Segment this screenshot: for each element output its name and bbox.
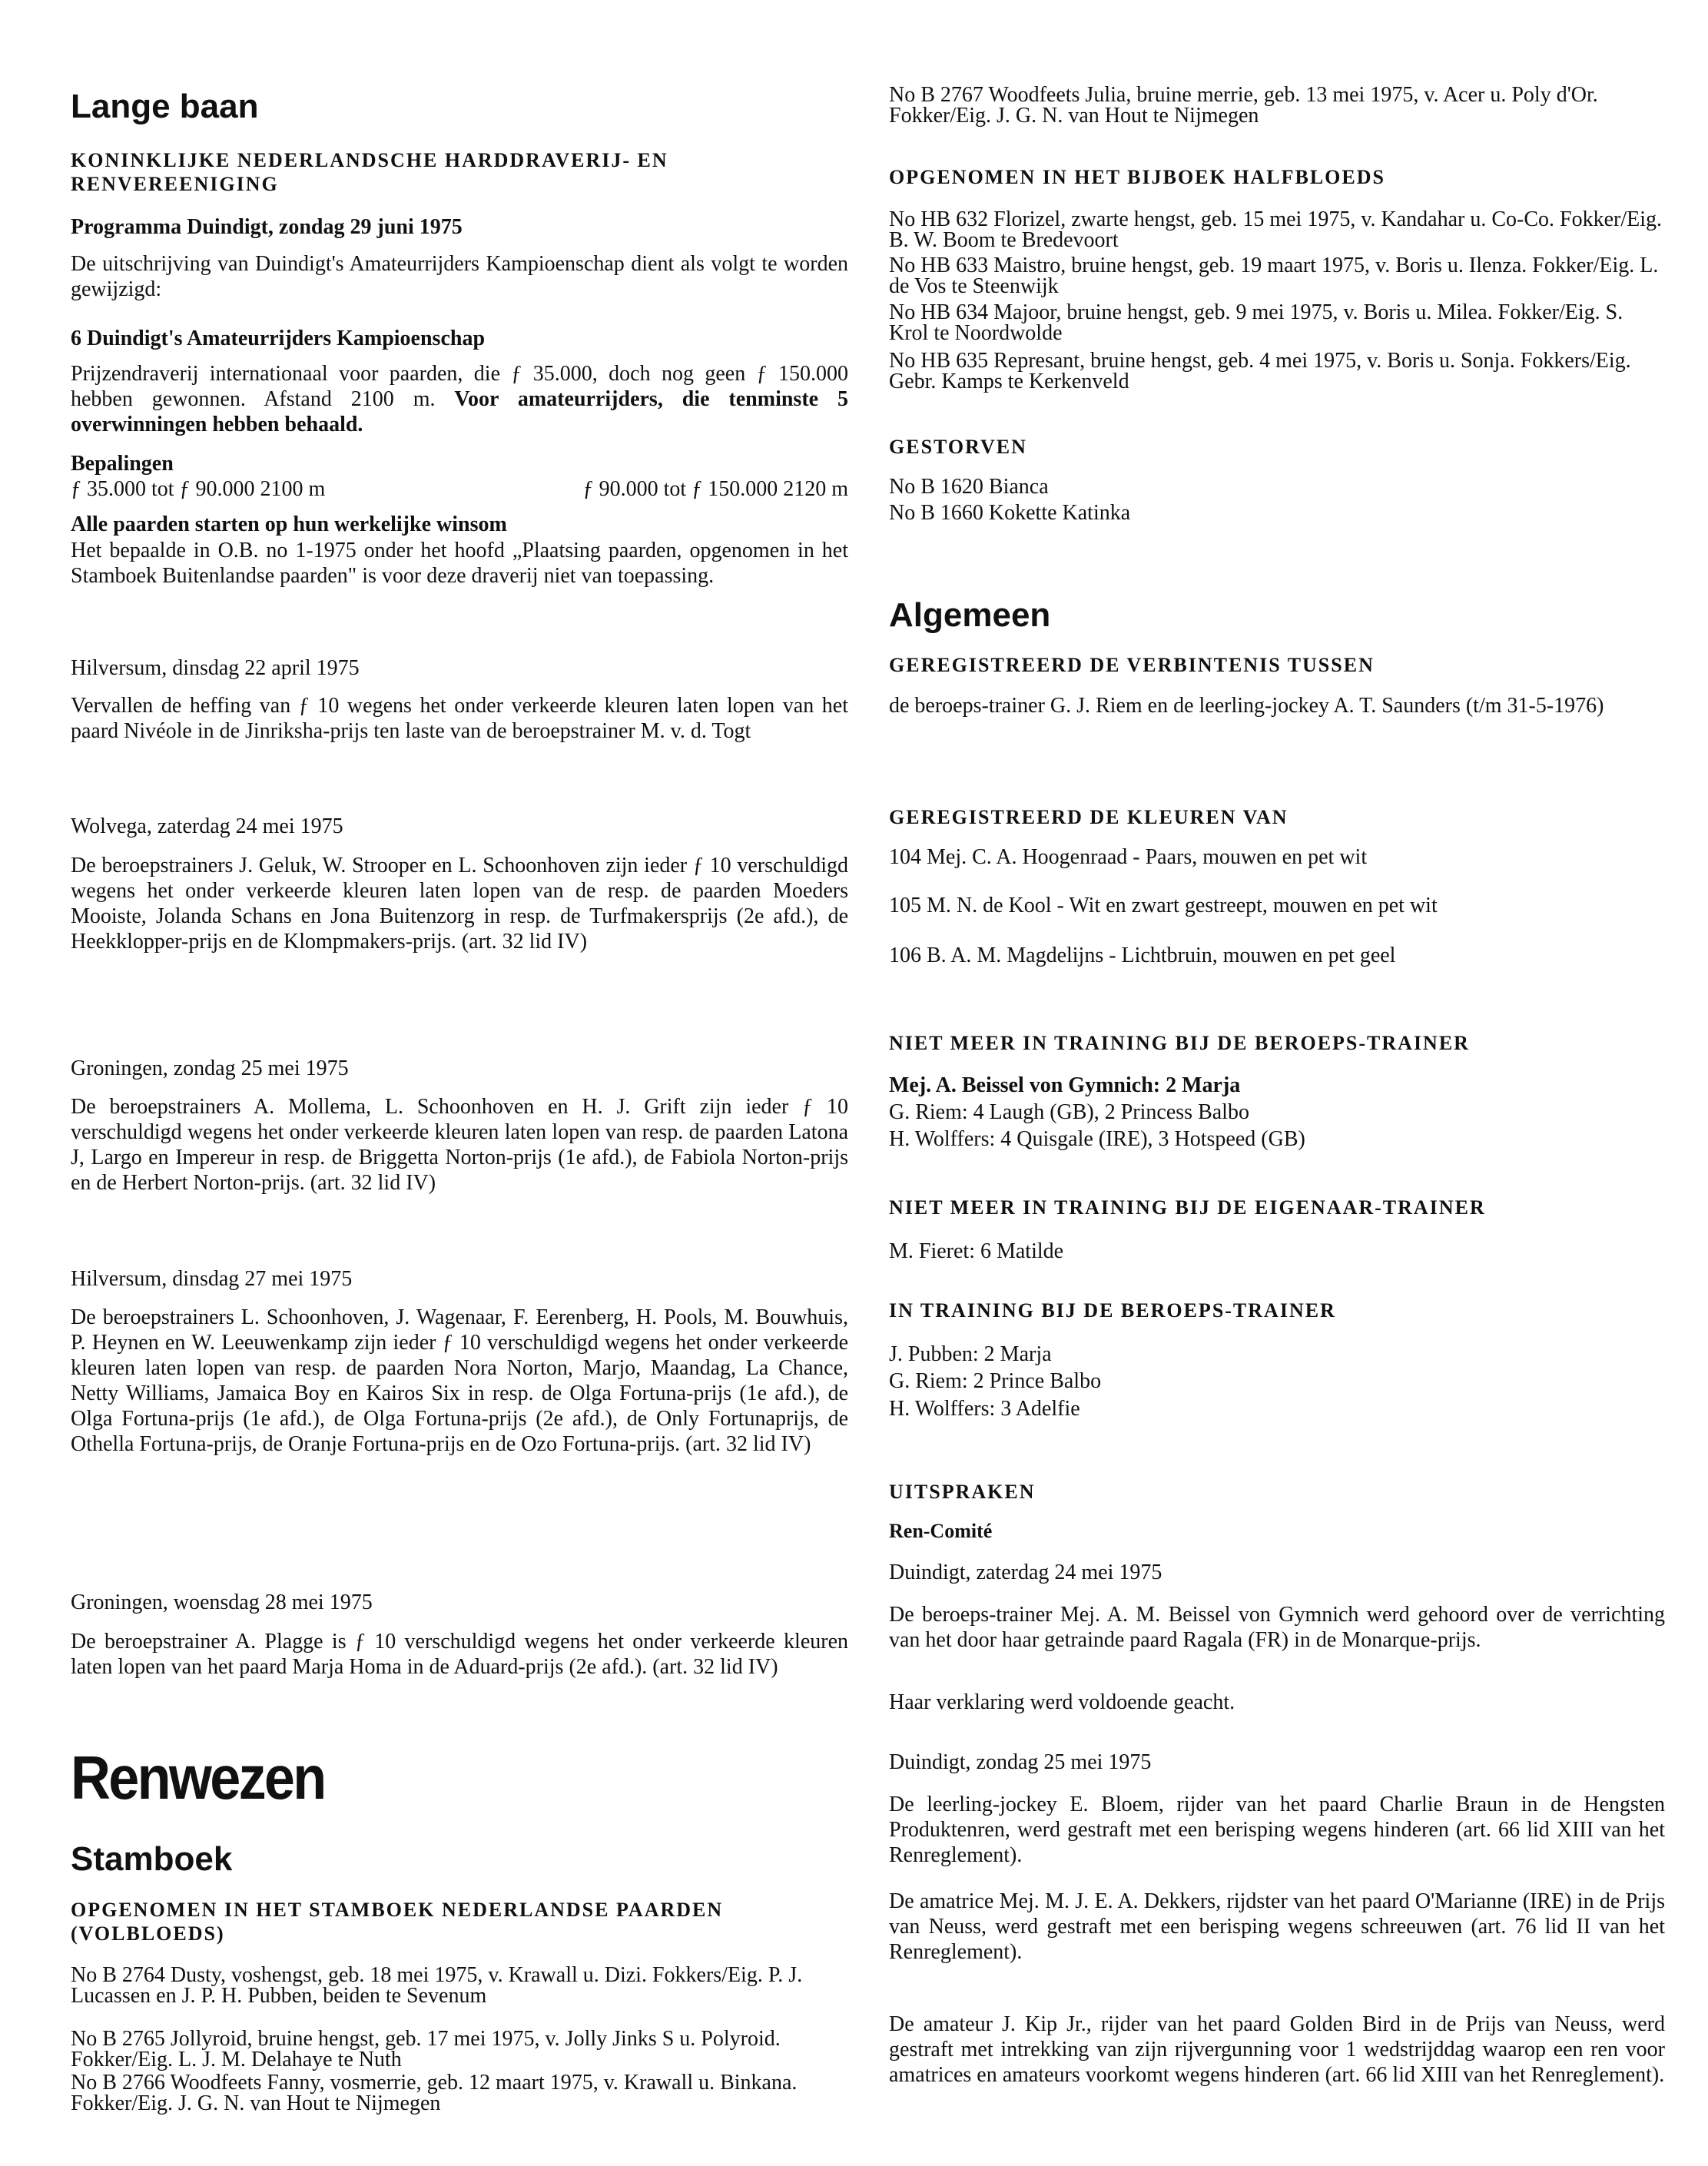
kleuren-106: 106 B. A. M. Magdelijns - Lichtbruin, mouwen en pet geel xyxy=(889,944,1396,967)
wolvega-date: Wolvega, zaterdag 24 mei 1975 xyxy=(71,814,343,838)
kleuren-104: 104 Mej. C. A. Hoogenraad - Paars, mouwen en pet wit xyxy=(889,845,1368,869)
bijboek-title: OPGENOMEN IN HET BIJBOEK HALFBLOEDS xyxy=(889,166,1385,188)
in-training-1: J. Pubben: 2 Marja xyxy=(889,1342,1052,1366)
ren-comite: Ren-Comité xyxy=(889,1520,993,1542)
kleuren-105: 105 M. N. de Kool - Wit en zwart gestreept, mouwen en pet wit xyxy=(889,894,1438,917)
duindigt-2-p1: De leerling-jockey E. Bloem, rijder van het paard Charlie Braun in de Hengsten Produktenren, werd gestraft met een berisping wegens hinderen (art. 66 lid XIII van het Renreglement). xyxy=(889,1793,1665,1867)
race-text-b: Voor amateurrijders, die tenminste 5 overwinningen hebben behaald. xyxy=(71,387,848,436)
org-name: KONINKLIJKE NEDERLANDSCHE HARDDRAVERIJ- EN RENVEREENIGING xyxy=(71,149,668,195)
programma-title: Programma Duindigt, zondag 29 juni 1975 xyxy=(71,215,463,239)
bepalingen-left: ƒ 35.000 tot ƒ 90.000 2100 m xyxy=(71,477,326,501)
duindigt-1-date: Duindigt, zaterdag 24 mei 1975 xyxy=(889,1561,1162,1584)
entry-b2764: No B 2764 Dusty, voshengst, geb. 18 mei 1975, v. Krawall u. Dizi. Fokkers/Eig. P. J. Lucassen en J. P. H. Pubben, beiden te Sevenum xyxy=(71,1963,803,2008)
niet-meer-beroeps-title: NIET MEER IN TRAINING BIJ DE BEROEPS-TRAINER xyxy=(889,1032,1470,1054)
niet-meer-beroeps-1: Mej. A. Beissel von Gymnich: 2 Marja xyxy=(889,1073,1241,1097)
groningen-1-date: Groningen, zondag 25 mei 1975 xyxy=(71,1056,349,1080)
hilversum-2-text: De beroepstrainers L. Schoonhoven, J. Wagenaar, F. Eerenberg, H. Pools, M. Bouwhuis, P. Heynen en W. Leeuwenkamp zijn ieder ƒ 10 verschuldigd wegens het onder verkeerde kleuren laten lopen van resp. de paarden Nora Norton, Marjo, Maandag, La Chance, Netty Williams, Jamaica Boy en Kairos Six in resp. de Olga Fortuna-prijs (1e afd.), de Olga Fortuna-prijs (1e afd.), de Olga Fortuna-prijs (2e afd.), de Only Fortunaprijs, de Othella Fortuna-prijs, de Oranje Fortuna-prijs en de Ozo Fortuna-prijs. (art. 32 lid IV) xyxy=(71,1305,848,1456)
wolvega-text: De beroepstrainers J. Geluk, W. Strooper en L. Schoonhoven zijn ieder ƒ 10 verschuldigd wegens het onder verkeerde kleuren laten lopen van de resp. de paarden Moeders Mooiste, Jolanda Schans en Jona Buitenzorg in resp. de Turfmakersprijs (2e afd.), de Heekklopper-prijs en de Klompmakers-prijs. (art. 32 lid IV) xyxy=(71,854,848,954)
niet-meer-eigenaar-title: NIET MEER IN TRAINING BIJ DE EIGENAAR-TRAINER xyxy=(889,1196,1486,1219)
race-conditions xyxy=(71,361,848,437)
heading-renwezen: Renwezen xyxy=(71,1743,325,1812)
heading-algemeen: Algemeen xyxy=(889,596,1051,634)
groningen-2-text: De beroepstrainer A. Plagge is ƒ 10 verschuldigd wegens het onder verkeerde kleuren laten lopen van het paard Marja Homa in de Aduard-prijs (2e afd.). (art. 32 lid IV) xyxy=(71,1630,848,1679)
hilversum-2-date: Hilversum, dinsdag 27 mei 1975 xyxy=(71,1267,353,1291)
ob-text: Het bepaalde in O.B. no 1-1975 onder het hoofd „Plaatsing paarden, opgenomen in het Stamboek Buitenlandse paarden" is voor deze draverij niet van toepassing. xyxy=(71,539,848,588)
bepalingen-label: Bepalingen xyxy=(71,452,174,476)
in-training-3: H. Wolffers: 3 Adelfie xyxy=(889,1397,1080,1421)
race-text-a: Prijzendraverij internationaal voor paarden, die ƒ 35.000, doch nog geen ƒ 150.000 hebben gewonnen. Afstand 2100 m. xyxy=(71,362,848,411)
entry-b2766: No B 2766 Woodfeets Fanny, vosmerrie, geb. 12 maart 1975, v. Krawall u. Binkana. Fokker/Eig. J. G. N. van Hout te Nijmegen xyxy=(71,2071,798,2115)
duindigt-2-p2: De amatrice Mej. M. J. E. A. Dekkers, rijdster van het paard O'Marianne (IRE) in de Prijs van Neuss, werd gestraft met een berisping wegens schreeuwen (art. 76 lid II van het Renreglement). xyxy=(889,1889,1665,1964)
heading-lange-baan: Lange baan xyxy=(71,88,259,125)
duindigt-2-date: Duindigt, zondag 25 mei 1975 xyxy=(889,1750,1152,1774)
entry-b2765: No B 2765 Jollyroid, bruine hengst, geb. 17 mei 1975, v. Jolly Jinks S u. Polyroid. Fokker/Eig. L. J. M. Delahaye te Nuth xyxy=(71,2027,781,2071)
duindigt-1-verdict: Haar verklaring werd voldoende geacht. xyxy=(889,1690,1235,1714)
gestorven-title: GESTORVEN xyxy=(889,436,1027,458)
in-training-title: IN TRAINING BIJ DE BEROEPS-TRAINER xyxy=(889,1299,1336,1322)
race-title: 6 Duindigt's Amateurrijders Kampioenschap xyxy=(71,327,486,350)
duindigt-1-text: De beroeps-trainer Mej. A. M. Beissel von Gymnich werd gehoord over de verrichting van het door haar getrainde paard Ragala (FR) in de Monarque-prijs. xyxy=(889,1603,1665,1652)
niet-meer-beroeps-3: H. Wolffers: 4 Quisgale (IRE), 3 Hotspeed (GB) xyxy=(889,1127,1305,1151)
intro-text: De uitschrijving van Duindigt's Amateurrijders Kampioenschap dient als volgt te worden gewijzigd: xyxy=(71,252,848,301)
uitspraken-title: UITSPRAKEN xyxy=(889,1481,1036,1503)
verbintenis-title: GEREGISTREERD DE VERBINTENIS TUSSEN xyxy=(889,654,1375,676)
groningen-2-date: Groningen, woensdag 28 mei 1975 xyxy=(71,1591,373,1614)
entry-b2767: No B 2767 Woodfeets Julia, bruine merrie, geb. 13 mei 1975, v. Acer u. Poly d'Or. Fokker/Eig. J. G. N. van Hout te Nijmegen xyxy=(889,83,1598,128)
heading-stamboek: Stamboek xyxy=(71,1840,233,1878)
bepalingen-row xyxy=(71,476,848,502)
entry-hb633: No HB 633 Maistro, bruine hengst, geb. 19 maart 1975, v. Boris u. Ilenza. Fokker/Eig. L. de Vos te Steenwijk xyxy=(889,254,1659,298)
hilversum-1-date: Hilversum, dinsdag 22 april 1975 xyxy=(71,656,360,680)
gestorven-b1620: No B 1620 Bianca xyxy=(889,475,1049,499)
duindigt-2-p3: De amateur J. Kip Jr., rijder van het paard Golden Bird in de Prijs van Neuss, werd gestraft met intrekking van zijn rijvergunning voor 1 wedstrijddag waarop een ren voor amatrices en amateurs voorkomt wegens hinderen (art. 66 lid XIII van het Renreglement). xyxy=(889,2012,1665,2087)
niet-meer-eigenaar-1: M. Fieret: 6 Matilde xyxy=(889,1239,1064,1263)
groningen-1-text: De beroepstrainers A. Mollema, L. Schoonhoven en H. J. Grift zijn ieder ƒ 10 verschuldigd wegens het onder verkeerde kleuren laten lopen van resp. de paarden Latona J, Largo en Impereur in resp. de Briggetta Norton-prijs (1e afd.), de Fabiola Norton-prijs en de Herbert Norton-prijs. (art. 32 lid IV) xyxy=(71,1095,848,1195)
alle-paarden: Alle paarden starten op hun werkelijke winsom xyxy=(71,512,507,536)
stamboek-title: OPGENOMEN IN HET STAMBOEK NEDERLANDSE PAARDEN (VOLBLOEDS) xyxy=(71,1899,724,1945)
entry-hb635: No HB 635 Represant, bruine hengst, geb. 4 mei 1975, v. Boris u. Sonja. Fokkers/Eig. Gebr. Kamps te Kerkenveld xyxy=(889,349,1631,393)
gestorven-b1660: No B 1660 Kokette Katinka xyxy=(889,501,1131,525)
hilversum-1-text: Vervallen de heffing van ƒ 10 wegens het onder verkeerde kleuren laten lopen van het paard Nivéole in de Jinriksha-prijs ten laste van de beroepstrainer M. v. d. Togt xyxy=(71,694,848,743)
bepalingen-right: ƒ 90.000 tot ƒ 150.000 2120 m xyxy=(582,477,848,501)
entry-hb634: No HB 634 Majoor, bruine hengst, geb. 9 mei 1975, v. Boris u. Milea. Fokker/Eig. S. Krol te Noordwolde xyxy=(889,300,1623,345)
kleuren-title: GEREGISTREERD DE KLEUREN VAN xyxy=(889,806,1288,828)
entry-hb632: No HB 632 Florizel, zwarte hengst, geb. 15 mei 1975, v. Kandahar u. Co-Co. Fokker/Eig. B. W. Boom te Bredevoort xyxy=(889,207,1663,252)
verbintenis-text: de beroeps-trainer G. J. Riem en de leerling-jockey A. T. Saunders (t/m 31-5-1976) xyxy=(889,694,1604,718)
niet-meer-beroeps-2: G. Riem: 4 Laugh (GB), 2 Princess Balbo xyxy=(889,1100,1249,1124)
in-training-2: G. Riem: 2 Prince Balbo xyxy=(889,1369,1102,1393)
